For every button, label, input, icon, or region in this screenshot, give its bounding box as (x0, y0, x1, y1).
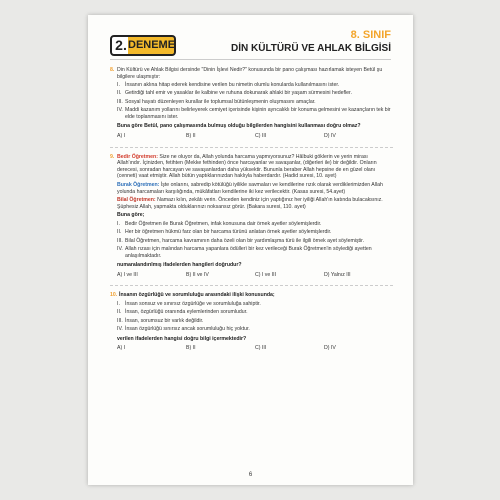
option-b[interactable]: B) II (186, 345, 196, 352)
roman-numeral: III. (117, 237, 123, 244)
answer-options (117, 345, 393, 352)
answer-options (117, 272, 393, 279)
exam-page (88, 15, 413, 485)
list-item (117, 238, 393, 245)
question-stem: İnsanın özgürlüğü ve sorumluluğu arasındaki ilişki konusunda; (119, 292, 275, 299)
roman-numeral: II. (117, 229, 122, 236)
list-item (117, 246, 393, 259)
question-stem: Din Kültürü ve Ahlak Bilgisi dersinde "Dinin İşlevi Nedir?" konusunda bir pano çalışması hazırlamak isteyen Betül şu bilgilere ulaşmıştır: (117, 67, 383, 80)
item-text: İnsan, sorumsuz bir varlık değildir. (125, 317, 204, 324)
item-text: İnsan, özgürlüğü oranında eylemlerinden sorumludur. (125, 309, 248, 316)
roman-numeral: III. (117, 317, 123, 324)
speaker-label: Bedir Öğretmen: (117, 153, 158, 160)
list-item (117, 326, 393, 333)
speaker-label: Burak Öğretmen: (117, 181, 160, 188)
list-item (117, 221, 393, 228)
roman-numeral: IV. (117, 107, 123, 114)
question-8 (110, 67, 393, 140)
exam-title-badge: DENEME (128, 35, 176, 56)
paragraph-burak (117, 182, 393, 195)
answer-options (117, 133, 393, 140)
item-text: Getirdiği tahl emir ve yasaklar ile kalbine ve ruhuna dokunarak ahlaki bir yaşam sürmesini hedefler. (125, 90, 352, 97)
question-10 (110, 292, 393, 351)
speaker-label: Bilal Öğretmen: (117, 197, 156, 204)
list-item (117, 229, 393, 236)
roman-numeral: I. (117, 220, 120, 227)
roman-numeral: II. (117, 90, 122, 97)
option-c[interactable]: C) III (255, 345, 267, 352)
paragraph-bedir (117, 154, 393, 180)
option-d[interactable]: D) IV (324, 345, 336, 352)
item-text: Maddi kazanım yollarını belirleyerek cemiyet içerisinde kişinin ayrıcalıklı bir konuma gelmesini ve kazançların tek bir elde toplanmasını ister. (125, 107, 391, 120)
roman-numeral: IV. (117, 246, 123, 253)
subject-title: DİN KÜLTÜRÜ VE AHLAK BİLGİSİ (231, 43, 391, 54)
list-item (117, 318, 393, 325)
grade-label: 8. SINIF (350, 29, 391, 41)
list-item (117, 90, 393, 97)
question-prompt: verilen ifadelerden hangisi doğru bilgi içermektedir? (117, 335, 247, 342)
page-number: 6 (248, 472, 253, 478)
item-text: Her bir öğretmen hükmü farz olan bir harcama türünü anlatan örnek ayetler söylemişlerdir. (125, 229, 332, 236)
roman-numeral: I. (117, 81, 120, 88)
item-text: Bilal Öğretmen, harcama kavramının daha özeli olan bir yardımlaşma türü ile ilgili örnek ayet söylemiştir. (125, 237, 365, 244)
paragraph-bilal (117, 197, 393, 210)
roman-numeral: I. (117, 300, 120, 307)
option-a[interactable]: A) I (117, 132, 126, 139)
questions-area (110, 67, 393, 359)
option-b[interactable]: B) II ve IV (186, 271, 209, 278)
question-9 (110, 154, 393, 279)
item-text: Bedir Öğretmen ile Burak Öğretmen, infak konusuna dair örnek ayetler söylemişlerdir. (125, 220, 322, 227)
list-item (117, 301, 393, 308)
exam-number: 2. (110, 35, 132, 56)
question-prompt: numaralandırılmış ifadelerden hangileri doğrudur? (117, 262, 242, 269)
item-text: İnsan özgürlüğü sınırsız ancak sorumluluğu hiç yoktur. (125, 325, 250, 332)
header-divider (110, 59, 391, 60)
option-b[interactable]: B) II (186, 132, 196, 139)
list-item (117, 309, 393, 316)
question-prompt: Buna göre Betül, pano çalışmasında bulmuş olduğu bilgilerden hangisini kullanması doğru olmaz? (117, 123, 361, 130)
question-number: 10. (110, 292, 118, 299)
page-header (88, 15, 413, 60)
item-text: İnsanın aklına hitap ederek kendisine verilen bu nimetin olumlu konularda kullanılmasını ister. (125, 81, 340, 88)
option-a[interactable]: A) I (117, 345, 126, 352)
option-d[interactable]: D) Yalnız III (324, 271, 351, 278)
question-lead: Buna göre; (117, 212, 145, 219)
item-text: Allah rızası için malından harcama yapanlara ödüllerì bir kez verileceği Burak Öğretmen'in söylediği ayetten anlaşılmaktadır. (125, 246, 372, 259)
option-c[interactable]: C) III (255, 132, 267, 139)
roman-numeral: IV. (117, 325, 123, 332)
paragraph-text: İşte onlarını, sabredip kötülüğü iyilikle savmaları ve kendilerine rızık olarak verdiklerimizden Allah yolunda harcamaları karşılığında, mükâfatları kendilerine iki kez verilecektir. (Kasas suresi, 54.ayet) (117, 181, 383, 195)
question-number: 9. (110, 153, 115, 160)
roman-numeral: III. (117, 98, 123, 105)
roman-numeral: II. (117, 309, 122, 316)
option-a[interactable]: A) I ve III (117, 271, 138, 278)
item-text: Sosyal hayatı düzenleyen kurallar ile toplumsal bütünleşmenin oluşmasını amaçlar. (125, 98, 316, 105)
paragraph-text: Namazı kılın, zekâtı verin. Önceden kendiniz için yaptığınız her iyiliği Allah'ın katında bulacaksınız. Şüphesiz Allah, yapmakta olduklarınızı noksansız görür. (Bakara suresi, 110. ayet) (117, 197, 383, 210)
option-d[interactable]: D) IV (324, 132, 336, 139)
option-c[interactable]: C) I ve III (255, 271, 277, 278)
item-text: İnsan sonsuz ve sınırsız özgürlüğe ve sorumluluğa sahiptir. (125, 300, 261, 307)
paragraph-text: Size ne oluyor da, Allah yolunda harcama yapmıyorsunuz? Hâlbuki göklerin ve yerin mirası Allah'ındır. İçinizden, fetihten (Mekke fethinden) önce harcayanlar ve savaşanlar, (diğerleri ile) bir değildir. Onların derecesi, sonradan harcayan ve savaşanlardan daha yüksektir. Bununla beraber Allah hepsine de en güzel olanı (cenneti) vaat etmiştir. Allah bütün yaptıklarınızdan haklıyla haberdardır. (Hadid suresi, 10. ayet) (117, 153, 377, 180)
list-item (117, 82, 393, 89)
list-item (117, 99, 393, 106)
list-item (117, 107, 393, 120)
question-divider (110, 285, 393, 286)
question-number: 8. (110, 67, 115, 73)
question-divider (110, 147, 393, 148)
